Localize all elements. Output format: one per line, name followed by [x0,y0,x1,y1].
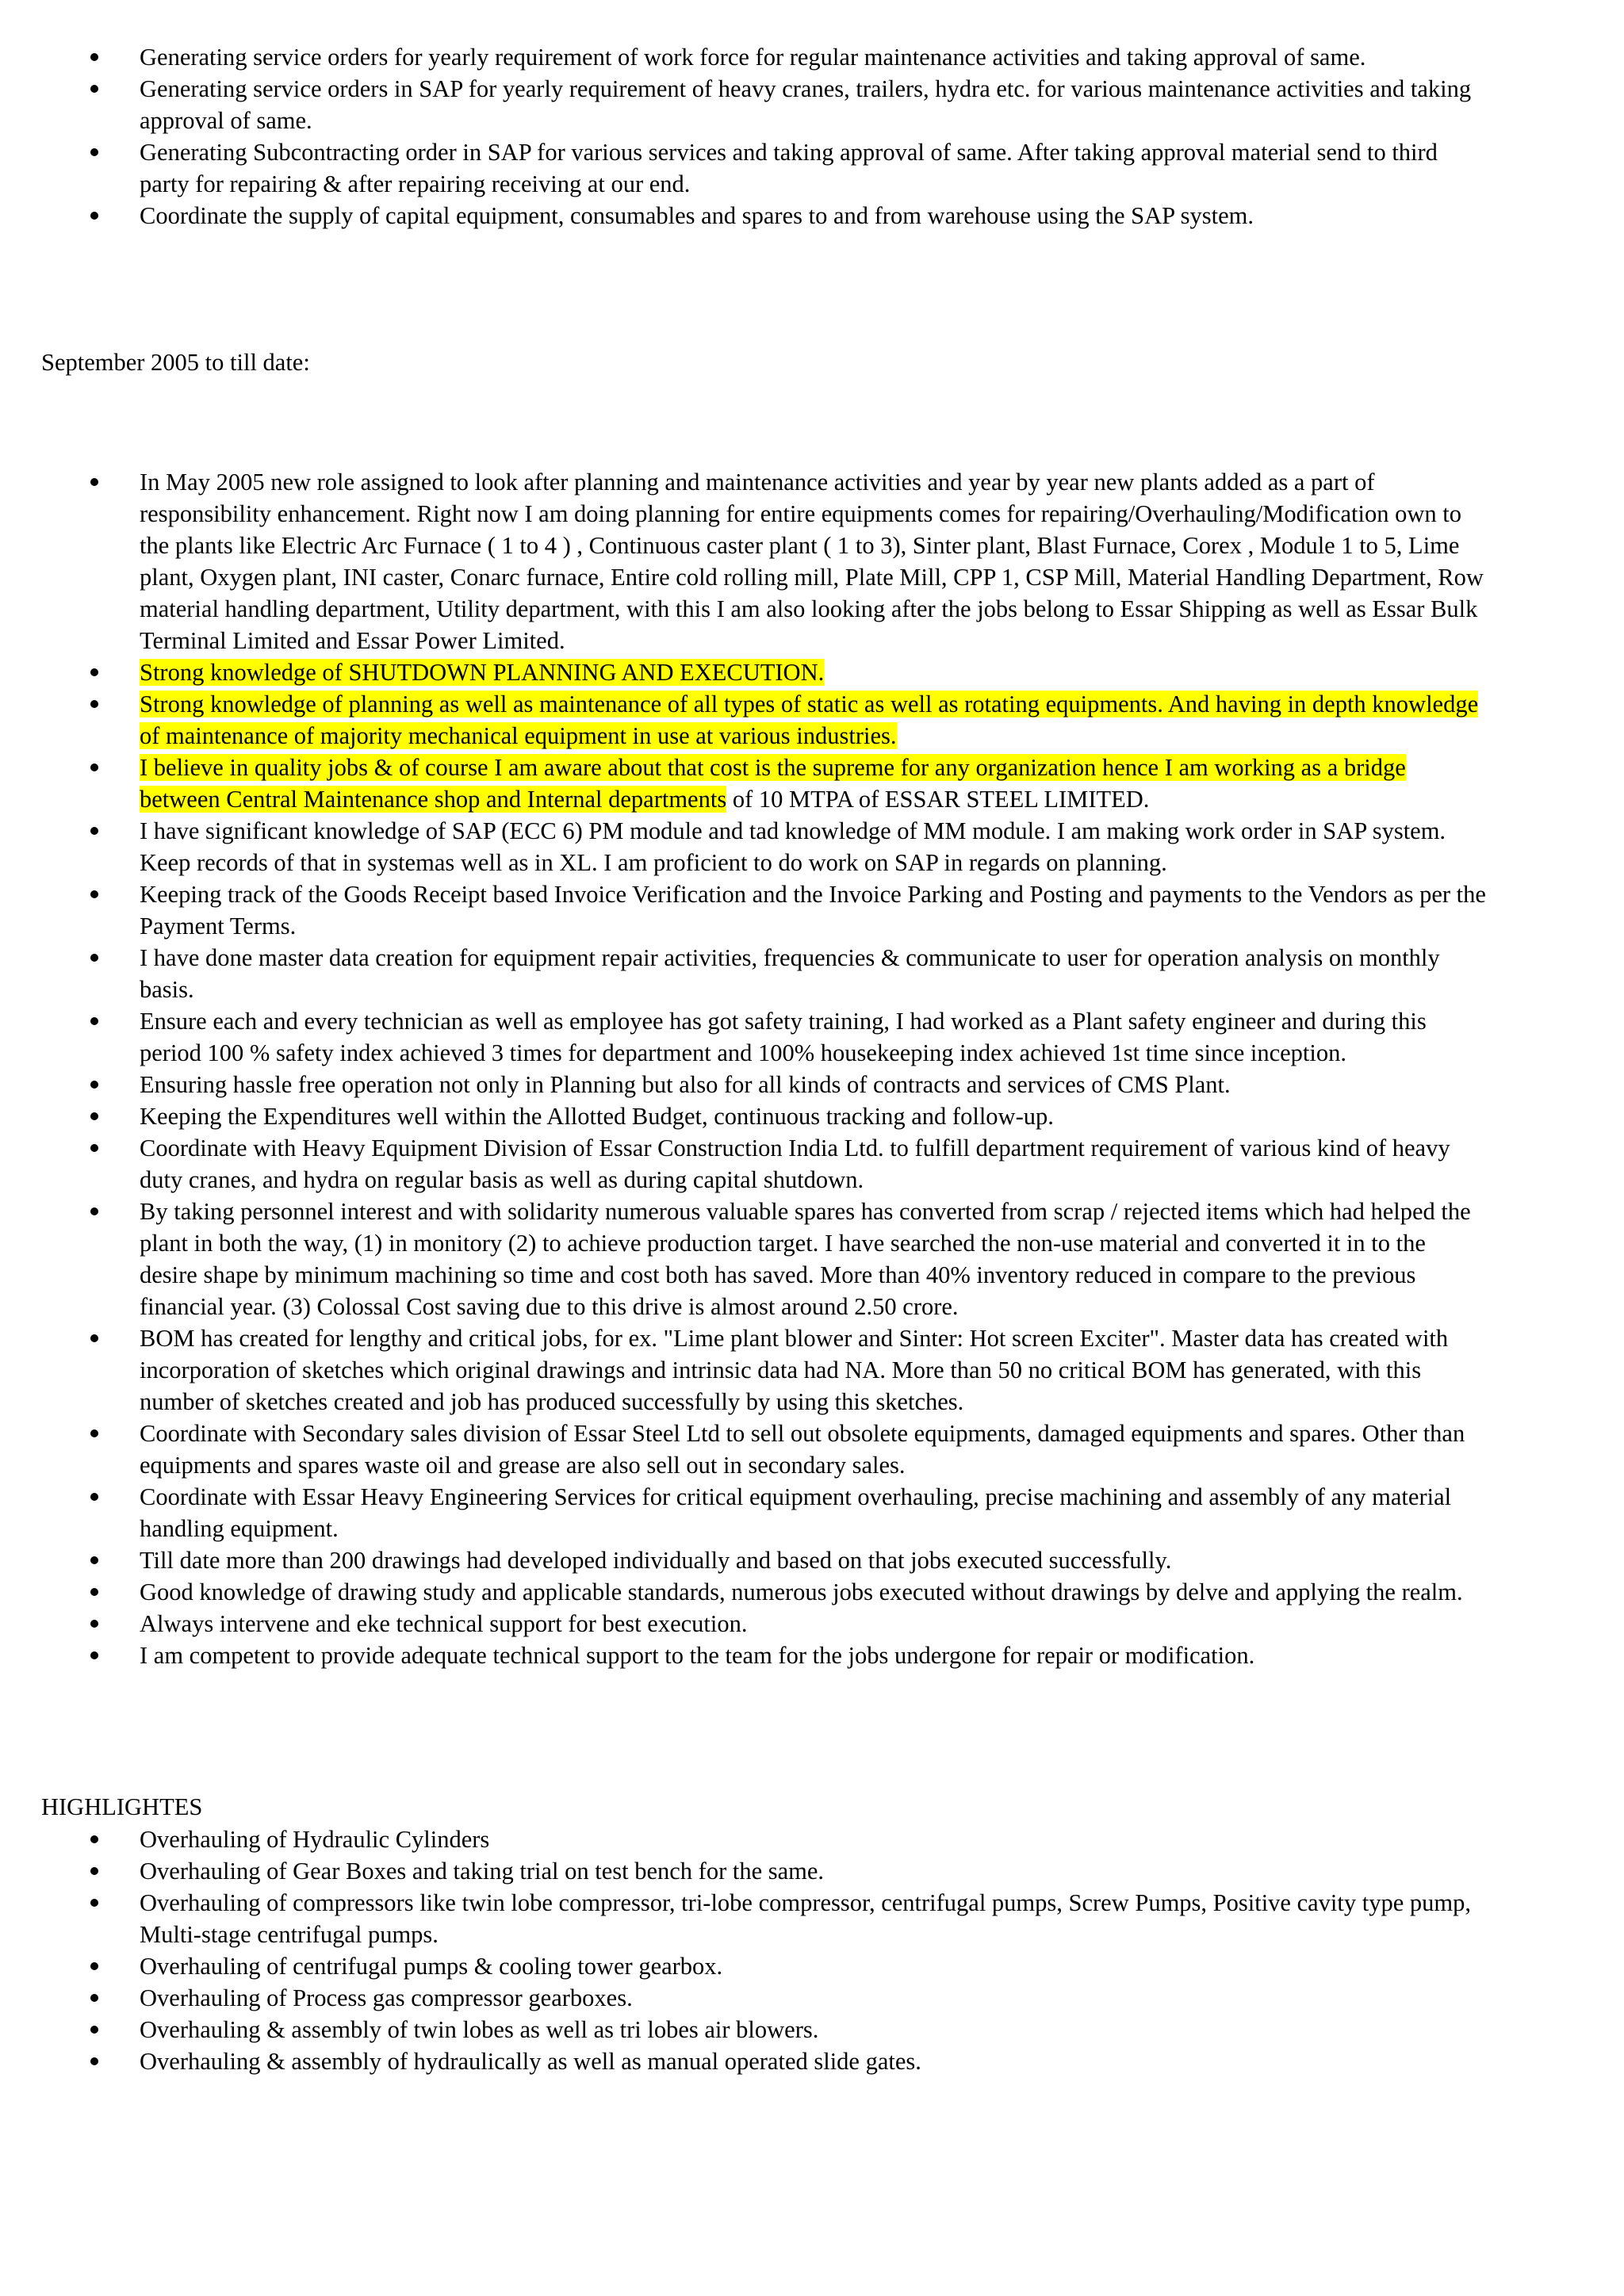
bullet-icon [90,763,98,771]
bullet-icon [90,1017,98,1025]
list-item [0,1608,1488,1640]
bullet-icon [90,2026,98,2034]
list-item-text: Overhauling of compressors like twin lobe compressor, tri-lobe compressor, centrifugal pumps, Screw Pumps, Positive cavity type pump, Multi-stage centrifugal pumps. [140,1889,1471,1948]
period-heading: September 2005 to till date: [41,349,310,376]
list-item [0,752,1488,815]
list-item-text: Overhauling of centrifugal pumps & cooling tower gearbox. [140,1953,723,1980]
list-item-text: Coordinate the supply of capital equipment, consumables and spares to and from warehouse using the SAP system. [140,202,1254,229]
list-item [0,1855,1488,1887]
highlighted-text: Strong knowledge of planning as well as maintenance of all types of static as well as rotating equipments. And having in depth knowledge of maintenance of majority mechanical equipment in use at various industries. [140,691,1479,749]
main-bullet-list [0,466,1488,1671]
bullet-icon [90,478,98,486]
bullet-icon [90,1493,98,1501]
list-item [0,1823,1488,1855]
bullet-icon [90,1112,98,1120]
list-item-text: Coordinate with Essar Heavy Engineering Services for critical equipment overhauling, precise machining and assembly of any material handling equipment. [140,1483,1452,1542]
list-item-text: Coordinate with Heavy Equipment Division of Essar Construction India Ltd. to fulfill department requirement of various kind of heavy duty cranes, and hydra on regular basis as well as during capital shutdown. [140,1135,1450,1193]
bullet-icon [90,954,98,962]
list-item [0,73,1488,136]
list-item-text: In May 2005 new role assigned to look after planning and maintenance activities and year by year new plants added as a part of responsibility enhancement. Right now I am doing planning for entire equipments comes for repairing/Overhauling/Modification own to the plants like Electric Arc Furnace ( 1 to 4 ) , Continuous caster plant ( 1 to 3), Sinter plant, Blast Furnace, Corex , Module 1 to 5, Lime plant, Oxygen plant, INI caster, Conarc furnace, Entire cold rolling mill, Plate Mill, CPP 1, CSP Mill, Material Handling Department, Row material handling department, Utility department, with this I am also looking after the jobs belong to Essar Shipping as well as Essar Bulk Terminal Limited and Essar Power Limited. [140,469,1484,654]
bullet-icon [90,1835,98,1843]
list-item-text: I have done master data creation for equipment repair activities, frequencies & communicate to user for operation analysis on monthly basis. [140,944,1440,1003]
list-item [0,200,1488,232]
list-item [0,1982,1488,2014]
bullet-icon [90,1334,98,1342]
list-item-text: Good knowledge of drawing study and applicable standards, numerous jobs executed without drawings by delve and applying the realm. [140,1578,1463,1605]
bullet-icon [90,1429,98,1437]
bullet-icon [90,1588,98,1596]
list-item-text: Keeping the Expenditures well within the Allotted Budget, continuous tracking and follow-up. [140,1103,1054,1130]
list-item-text: Overhauling & assembly of hydraulically as well as manual operated slide gates. [140,2048,921,2075]
list-item [0,1640,1488,1671]
bullet-icon [90,1556,98,1564]
list-item [0,1481,1488,1544]
list-item-text: By taking personnel interest and with solidarity numerous valuable spares has converted from scrap / rejected items which had helped the plant in both the way, (1) in monitory (2) to achieve production target. I have searched the non-use material and converted it in to the desire shape by minimum machining so time and cost both has saved. More than 40% inventory reduced in compare to the previous financial year. (3) Colossal Cost saving due to this drive is almost around 2.50 crore. [140,1198,1471,1320]
list-item [0,1887,1488,1950]
list-item-text: Generating service orders for yearly requirement of work force for regular maintenance activities and taking approval of same. [140,44,1366,71]
bullet-icon [90,1994,98,2002]
list-item-text: Ensure each and every technician as well as employee has got safety training, I had worked as a Plant safety engineer and during this period 100 % safety index achieved 3 times for department and 100% housekeeping index achieved 1st time since inception. [140,1008,1427,1066]
list-item [0,1132,1488,1196]
bullet-icon [90,212,98,220]
list-item [0,136,1488,200]
highlights-heading: HIGHLIGHTES [41,1793,203,1820]
bullet-icon [90,2057,98,2065]
list-item [0,1418,1488,1481]
list-item-text: Keeping track of the Goods Receipt based Invoice Verification and the Invoice Parking and Posting and payments to the Vendors as per the Payment Terms. [140,881,1486,939]
list-item [0,466,1488,656]
list-item [0,1576,1488,1608]
bullet-icon [90,1207,98,1215]
list-item-text: I am competent to provide adequate technical support to the team for the jobs undergone for repair or modification. [140,1642,1255,1669]
list-item [0,878,1488,942]
list-item [0,1322,1488,1418]
list-item [0,1100,1488,1132]
list-item [0,2045,1488,2077]
bullet-icon [90,1144,98,1152]
list-item [0,1544,1488,1576]
bullet-icon [90,85,98,93]
list-item [0,41,1488,73]
list-item [0,942,1488,1005]
top-bullet-list [0,41,1488,232]
bullet-icon [90,53,98,61]
list-item [0,815,1488,878]
bullet-icon [90,1081,98,1089]
list-item [0,1069,1488,1100]
list-item [0,1005,1488,1069]
list-item-text: Overhauling of Process gas compressor gearboxes. [140,1984,633,2011]
list-item-text: of 10 MTPA of ESSAR STEEL LIMITED. [726,786,1150,813]
bullet-icon [90,1867,98,1875]
list-item-text: Coordinate with Secondary sales division of Essar Steel Ltd to sell out obsolete equipments, damaged equipments and spares. Other than equipments and spares waste oil and grease are also sell out in secondary sales. [140,1420,1465,1479]
list-item [0,1196,1488,1322]
bullet-icon [90,1651,98,1659]
list-item-text: Ensuring hassle free operation not only in Planning but also for all kinds of contracts and services of CMS Plant. [140,1071,1231,1098]
highlights-bullet-list [0,1823,1488,2077]
list-item-text: Always intervene and eke technical support for best execution. [140,1610,748,1637]
list-item [0,688,1488,752]
list-item-text: I have significant knowledge of SAP (ECC 6) PM module and tad knowledge of MM module. I am making work order in SAP system. Keep records of that in systemas well as in XL. I am proficient to do work on SAP in regards on planning. [140,817,1446,876]
bullet-icon [90,148,98,156]
bullet-icon [90,827,98,835]
bullet-icon [90,700,98,708]
list-item [0,1950,1488,1982]
highlighted-text: Strong knowledge of SHUTDOWN PLANNING AND EXECUTION. [140,659,825,686]
bullet-icon [90,890,98,898]
list-item-text: Till date more than 200 drawings had developed individually and based on that jobs executed successfully. [140,1547,1172,1574]
highlighted-text: I believe in quality jobs & of course I am aware about that cost is the supreme for any organization hence I am working as a bridge between Central Maintenance shop and Internal departments [140,754,1406,813]
list-item [0,2014,1488,2045]
list-item-text: Generating service orders in SAP for yearly requirement of heavy cranes, trailers, hydra etc. for various maintenance activities and taking approval of same. [140,75,1472,134]
list-item-text: Generating Subcontracting order in SAP for various services and taking approval of same. After taking approval material send to third party for repairing & after repairing receiving at our end. [140,139,1438,197]
list-item-text: Overhauling of Hydraulic Cylinders [140,1826,490,1853]
bullet-icon [90,1899,98,1907]
bullet-icon [90,1962,98,1970]
list-item [0,656,1488,688]
bullet-icon [90,1620,98,1628]
list-item-text: Overhauling of Gear Boxes and taking trial on test bench for the same. [140,1858,825,1885]
list-item-text: BOM has created for lengthy and critical jobs, for ex. "Lime plant blower and Sinter: Hot screen Exciter". Master data has created with incorporation of sketches which original drawings and intrinsic data had NA. More than 50 no critical BOM has generated, with this number of sketches created and job has produced successfully by using this sketches. [140,1325,1449,1415]
bullet-icon [90,668,98,676]
list-item-text: Overhauling & assembly of twin lobes as well as tri lobes air blowers. [140,2016,819,2043]
